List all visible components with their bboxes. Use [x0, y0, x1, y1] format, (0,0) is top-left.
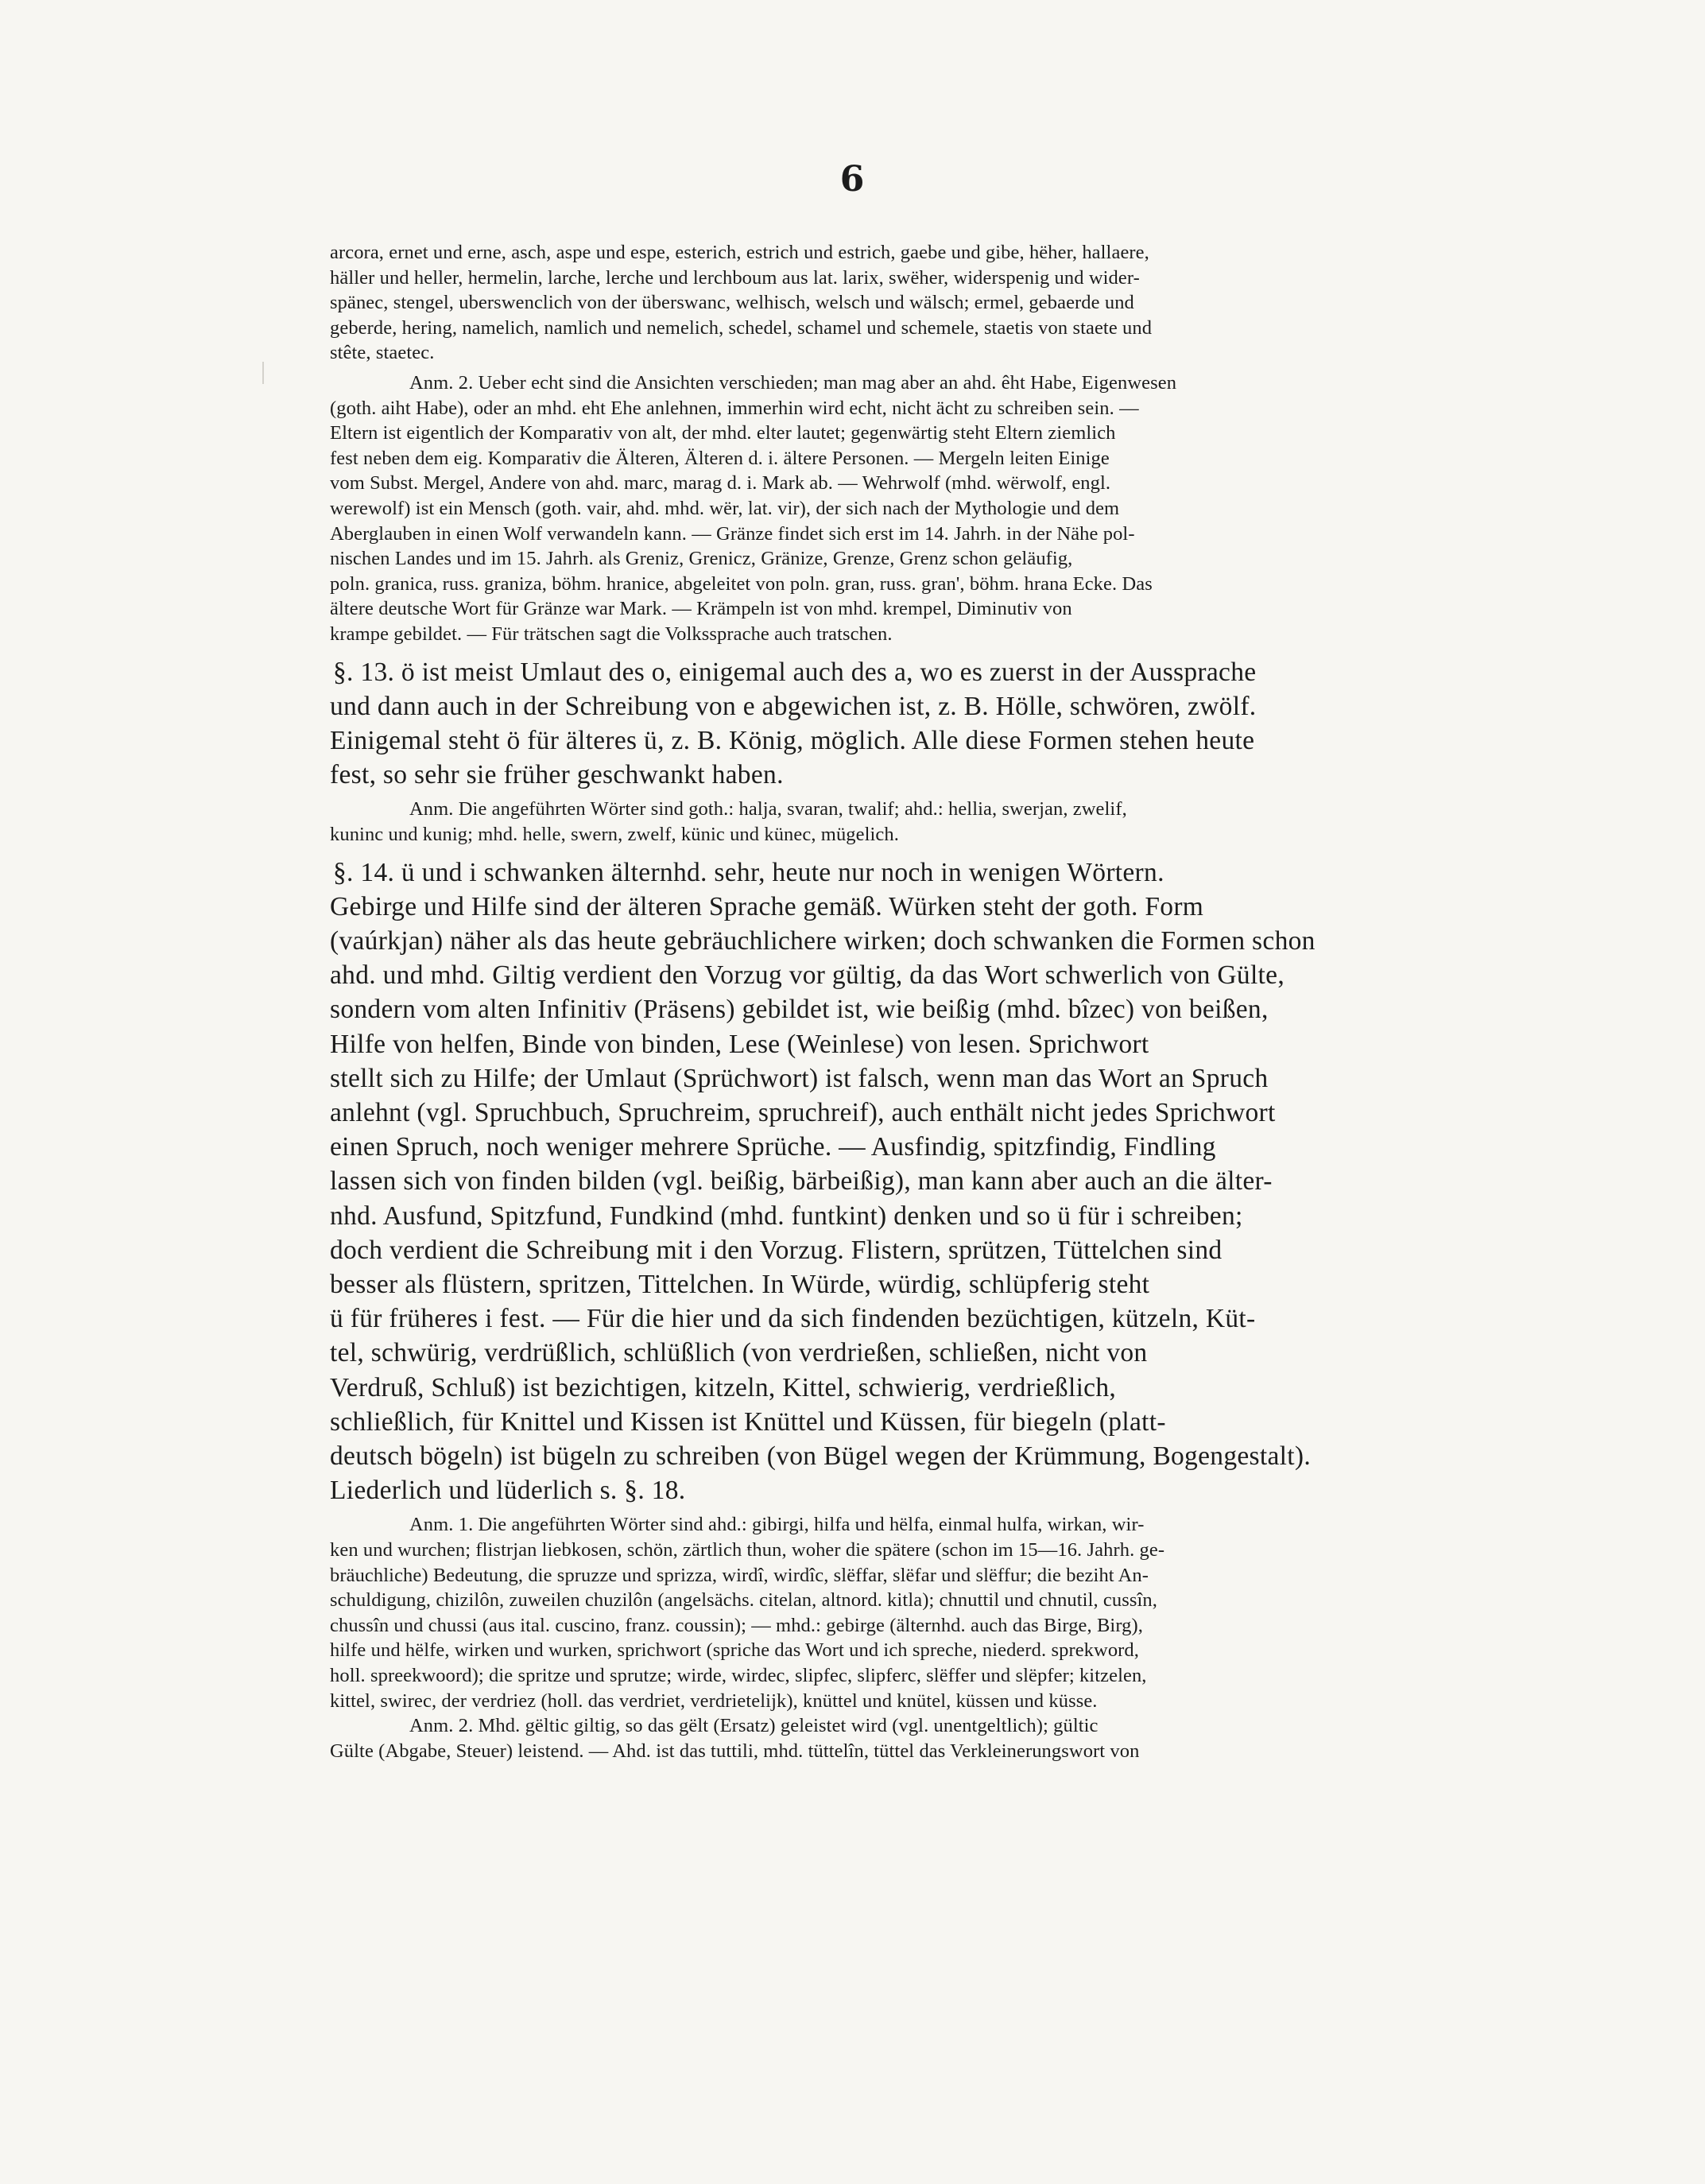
text-line: tel, schwürig, verdrüßlich, schlüßlich (von verdrießen, schließen, nicht von	[330, 1338, 1148, 1368]
text-line: Anm. 1. Die angeführten Wörter sind ahd.: gibirgi, hilfa und hëlfa, einmal hulfa, wirkan, wir-	[409, 1514, 1145, 1536]
text-line: ältere deutsche Wort für Gränze war Mark. — Krämpeln ist von mhd. krempel, Diminutiv von	[330, 598, 1072, 620]
page-content	[330, 240, 1574, 1763]
text-line: schuldigung, chizilôn, zuweilen chuzilôn (angelsächs. citelan, altnord. kitla); chnuttil und chnutil, cussîn,	[330, 1589, 1158, 1612]
text-line: ü für früheres i fest. — Für die hier und da sich findenden bezüchtigen, kützeln, Küt-	[330, 1304, 1256, 1334]
text-line: Gülte (Abgabe, Steuer) leistend. — Ahd. ist das tuttili, mhd. tüttelîn, tüttel das Verkleinerungswort von	[330, 1740, 1140, 1762]
text-line: nhd. Ausfund, Spitzfund, Fundkind (mhd. funtkint) denken und so ü für i schreiben;	[330, 1201, 1243, 1231]
text-line: häller und heller, hermelin, larche, lerche und lerchboum aus lat. larix, swëher, widerspenig und wider-	[330, 266, 1140, 289]
section-13	[330, 655, 1574, 793]
text-line: Einigemal steht ö für älteres ü, z. B. König, möglich. Alle diese Formen stehen heute	[330, 725, 1255, 755]
text-line: chussîn und chussi (aus ital. cuscino, franz. coussin); — mhd.: gebirge (älternhd. auch das Birge, Birg),	[330, 1614, 1143, 1636]
text-line: krampe gebildet. — Für trätschen sagt die Volkssprache auch tratschen.	[330, 623, 893, 645]
text-line: Liederlich und lüderlich s. §. 18.	[330, 1476, 686, 1506]
text-line: deutsch bögeln) ist bügeln zu schreiben (von Bügel wegen der Krümmung, Bogengestalt).	[330, 1441, 1312, 1471]
text-line: werewolf) ist ein Mensch (goth. vair, ahd. mhd. wër, lat. vir), der sich nach der Mythologie und dem	[330, 497, 1120, 519]
text-line: stellt sich zu Hilfe; der Umlaut (Sprüchwort) ist falsch, wenn man das Wort an Spruch	[330, 1063, 1269, 1093]
text-line: poln. granica, russ. graniza, böhm. hranice, abgeleitet von poln. gran, russ. gran', böhm. hrana Ecke. Das	[330, 572, 1153, 595]
text-line: besser als flüstern, spritzen, Tittelchen. In Würde, würdig, schlüpferig steht	[330, 1269, 1150, 1299]
text-line: §. 13. ö ist meist Umlaut des o, einigemal auch des a, wo es zuerst in der Aussprache	[333, 657, 1257, 687]
text-line: sondern vom alten Infinitiv (Präsens) gebildet ist, wie beißig (mhd. bîzec) von beißen,	[330, 995, 1269, 1025]
text-line: holl. spreekwoord); die spritze und sprutze; wirde, wirdec, slipfec, slipferc, slëffer und slëpfer; kitzelen,	[330, 1664, 1147, 1686]
text-line: einen Spruch, noch weniger mehrere Sprüche. — Ausfindig, spitzfindig, Findling	[330, 1132, 1216, 1162]
text-line: Gebirge und Hilfe sind der älteren Sprache gemäß. Würken steht der goth. Form	[330, 891, 1204, 921]
paragraph-word-examples	[330, 240, 1574, 366]
text-line: bräuchliche) Bedeutung, die spruzze und sprizza, wirdî, wirdîc, slëffar, slëfar und slëffur; die beziht An-	[330, 1564, 1149, 1586]
text-line: kuninc und kunig; mhd. helle, swern, zwelf, künic und künec, mügelich.	[330, 823, 899, 845]
text-line: anlehnt (vgl. Spruchbuch, Spruchreim, spruchreif), auch enthält nicht jedes Sprichwort	[330, 1097, 1276, 1127]
text-line: nischen Landes und im 15. Jahrh. als Greniz, Grenicz, Gränize, Grenze, Grenz schon geläufig,	[330, 548, 1073, 570]
text-line: schließlich, für Knittel und Kissen ist Knüttel und Küssen, für biegeln (platt-	[330, 1406, 1166, 1437]
text-line: arcora, ernet und erne, asch, aspe und espe, esterich, estrich und estrich, gaebe und gibe, hëher, hallaere,	[330, 242, 1149, 263]
text-line: hilfe und hëlfe, wirken und wurken, sprichwort (spriche das Wort und ich spreche, niederd. sprekword,	[330, 1639, 1140, 1662]
text-line: Hilfe von helfen, Binde von binden, Lese (Weinlese) von lesen. Sprichwort	[330, 1029, 1149, 1059]
text-line: Anm. Die angeführten Wörter sind goth.: halja, svaran, twalif; ahd.: hellia, swerjan, zwelif,	[409, 798, 1127, 820]
text-line: (goth. aiht Habe), oder an mhd. eht Ehe anlehnen, immerhin wird echt, nicht ächt zu schreiben sein. —	[330, 397, 1139, 419]
text-line: und dann auch in der Schreibung von e abgewichen ist, z. B. Hölle, schwören, zwölf.	[330, 691, 1257, 721]
text-line: fest neben dem eig. Komparativ die Älteren, Älteren d. i. ältere Personen. — Mergeln leiten Einige	[330, 447, 1110, 469]
section-14	[330, 855, 1574, 1508]
text-line: doch verdient die Schreibung mit i den Vorzug. Flistern, sprützen, Tüttelchen sind	[330, 1235, 1223, 1265]
margin-mark	[262, 362, 264, 384]
text-line: ken und wurchen; flistrjan liebkosen, schön, zärtlich thun, woher die spätere (schon im 15—16. Jahrh. ge-	[330, 1538, 1165, 1561]
text-line: (vaúrkjan) näher als das heute gebräuchlichere wirken; doch schwanken die Formen schon	[330, 925, 1316, 956]
text-line: Aberglauben in einen Wolf verwandeln kann. — Gränze findet sich erst im 14. Jahrh. in der Nähe pol-	[330, 522, 1135, 545]
text-line: fest, so sehr sie früher geschwankt haben.	[330, 760, 784, 790]
annotation-1-14	[330, 1512, 1574, 1713]
annotation-2-14	[330, 1713, 1574, 1763]
text-line: §. 14. ü und i schwanken älternhd. sehr, heute nur noch in wenigen Wörtern.	[333, 857, 1164, 887]
text-line: Anm. 2. Ueber echt sind die Ansichten verschieden; man mag aber an ahd. êht Habe, Eigenwesen	[409, 371, 1177, 394]
text-line: spänec, stengel, uberswenclich von der überswanc, welhisch, welsch und wälsch; ermel, gebaerde und	[330, 292, 1134, 314]
text-line: stête, staetec.	[330, 342, 435, 364]
page-number: 6	[839, 159, 866, 200]
annotation-13	[330, 797, 1574, 847]
text-line: Verdruß, Schluß) ist bezichtigen, kitzeln, Kittel, schwierig, verdrießlich,	[330, 1372, 1117, 1402]
text-line: geberde, hering, namelich, namlich und nemelich, schedel, schamel und schemele, staetis von staete und	[330, 316, 1153, 339]
text-line: kittel, swirec, der verdriez (holl. das verdriet, verdrietelijk), knüttel und knütel, küssen und küsse.	[330, 1689, 1098, 1712]
text-line: Eltern ist eigentlich der Komparativ von alt, der mhd. elter lautet; gegenwärtig steht Eltern ziemlich	[330, 422, 1116, 444]
annotation-2-echt	[330, 370, 1574, 647]
text-line: lassen sich von finden bilden (vgl. beißig, bärbeißig), man kann aber auch an die älter-	[330, 1166, 1273, 1197]
text-line: ahd. und mhd. Giltig verdient den Vorzug vor gültig, da das Wort schwerlich von Gülte,	[330, 960, 1285, 991]
text-line: vom Subst. Mergel, Andere von ahd. marc, marag d. i. Mark ab. — Wehrwolf (mhd. wërwolf, engl.	[330, 472, 1111, 495]
text-line: Anm. 2. Mhd. gëltic giltig, so das gëlt (Ersatz) geleistet wird (vgl. unentgeltlich); gültic	[409, 1715, 1099, 1737]
